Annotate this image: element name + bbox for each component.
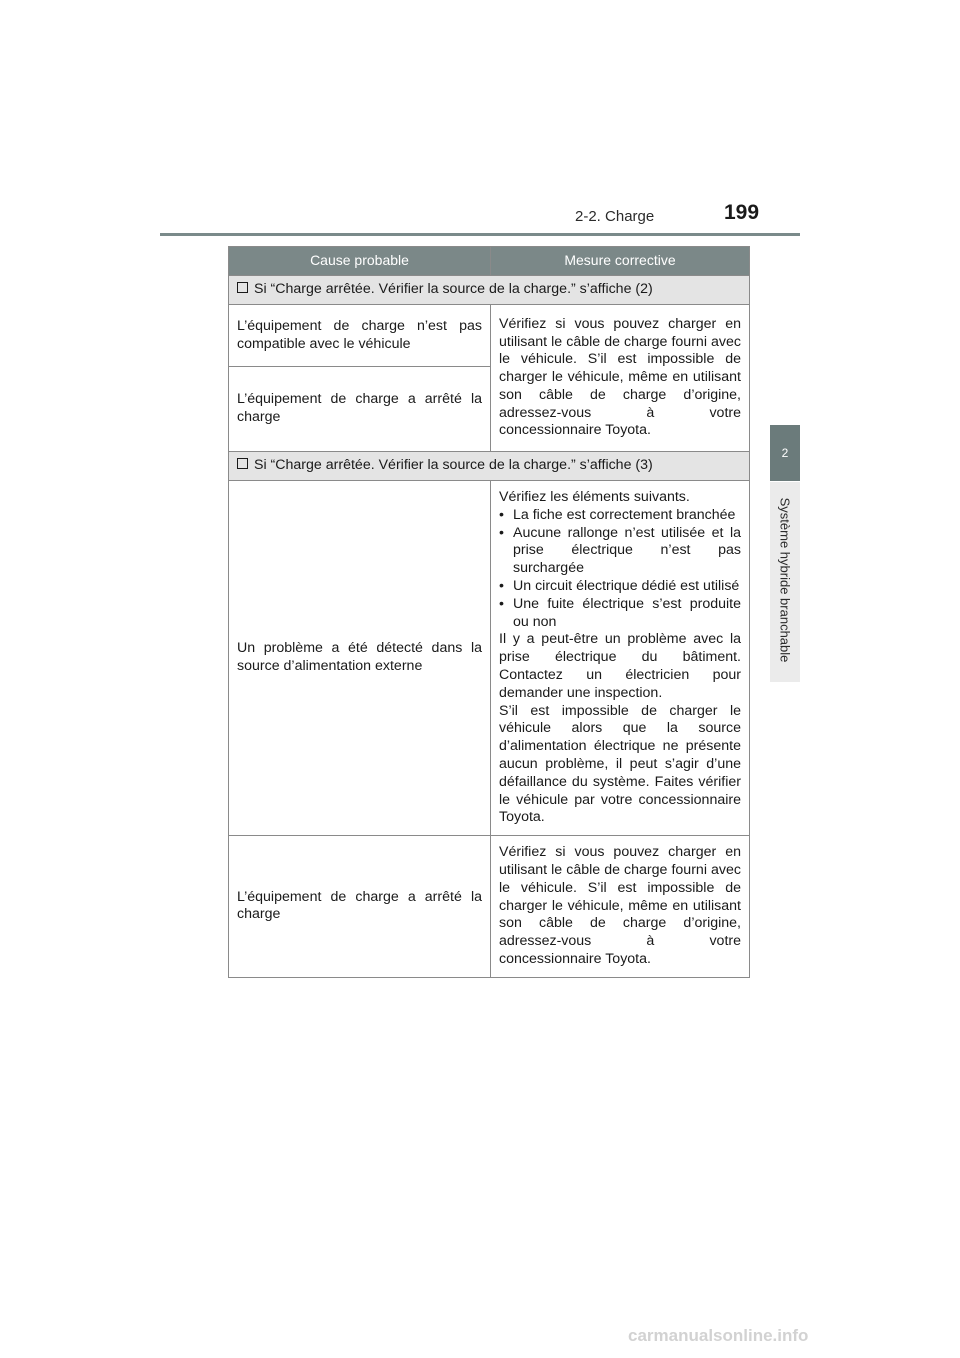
- condition-cell: [229, 276, 750, 305]
- cause-cell: Un problème a été détecté dans la source d’alimentation externe: [229, 481, 491, 836]
- remedy-cell: Vérifiez si vous pouvez charger en utilisant le câble de charge fourni avec le véhicule. S’il est impossible de charger le véhicule, même en utilisant son câble de charge d’origine, adressez-vous à votre concessionnaire Toyota.: [491, 305, 750, 452]
- condition-cell: [229, 452, 750, 481]
- page-number: 199: [724, 201, 760, 224]
- list-item: • Aucune rallonge n’est utilisée et la prise électrique n’est pas surchargée: [499, 525, 741, 578]
- troubleshooting-table: [228, 246, 750, 978]
- condition-row: [229, 276, 750, 305]
- checkbox-square-icon: [237, 282, 248, 293]
- remedy-paragraph: Il y a peut-être un problème avec la prise électrique du bâtiment. Contactez un électricien pour demander une inspection.: [499, 631, 741, 701]
- check-list: [499, 507, 741, 632]
- cause-cell: L’équipement de charge n’est pas compatible avec le véhicule: [229, 305, 491, 367]
- table-row: [229, 836, 750, 978]
- section-title: 2-2. Charge: [575, 208, 655, 225]
- remedy-cell: Vérifiez si vous pouvez charger en utilisant le câble de charge fourni avec le véhicule. S’il est impossible de charger le véhicule, même en utilisant son câble de charge d’origine, adressez-vous à votre concessionnaire Toyota.: [491, 836, 750, 978]
- checkbox-square-icon: [237, 458, 248, 469]
- condition-row: [229, 452, 750, 481]
- header-divider: [160, 233, 800, 236]
- remedy-paragraph: S’il est impossible de charger le véhicule alors que la source d’alimentation électrique ne présente aucun problème, il peut s’agir d’une défaillance du système. Faites vérifier le véhicule par votre concessionnaire Toyota.: [499, 702, 741, 826]
- chapter-tab-number: 2: [770, 425, 800, 481]
- cause-cell: L’équipement de charge a arrêté la charge: [229, 836, 491, 978]
- table-row: [229, 305, 750, 367]
- cause-cell: L’équipement de charge a arrêté la charge: [229, 367, 491, 452]
- table-header-row: [229, 247, 750, 276]
- column-header-remedy: Mesure corrective: [491, 247, 750, 276]
- remedy-cell: [491, 481, 750, 836]
- condition-text: Si “Charge arrêtée. Vérifier la source de la charge.” s’affiche (3): [254, 457, 653, 474]
- chapter-tab-title: Système hybride branchable: [777, 497, 793, 663]
- condition-text: Si “Charge arrêtée. Vérifier la source de la charge.” s’affiche (2): [254, 281, 653, 298]
- table-row: [229, 481, 750, 836]
- list-item: • La fiche est correctement branchée: [499, 507, 741, 525]
- watermark: carmanualsonline.info: [628, 1326, 809, 1345]
- remedy-intro: Vérifiez les éléments suivants.: [499, 489, 690, 505]
- list-item: • Un circuit électrique dédié est utilisé: [499, 578, 741, 596]
- column-header-cause: Cause probable: [229, 247, 491, 276]
- list-item: • Une fuite électrique s’est produite ou non: [499, 596, 741, 632]
